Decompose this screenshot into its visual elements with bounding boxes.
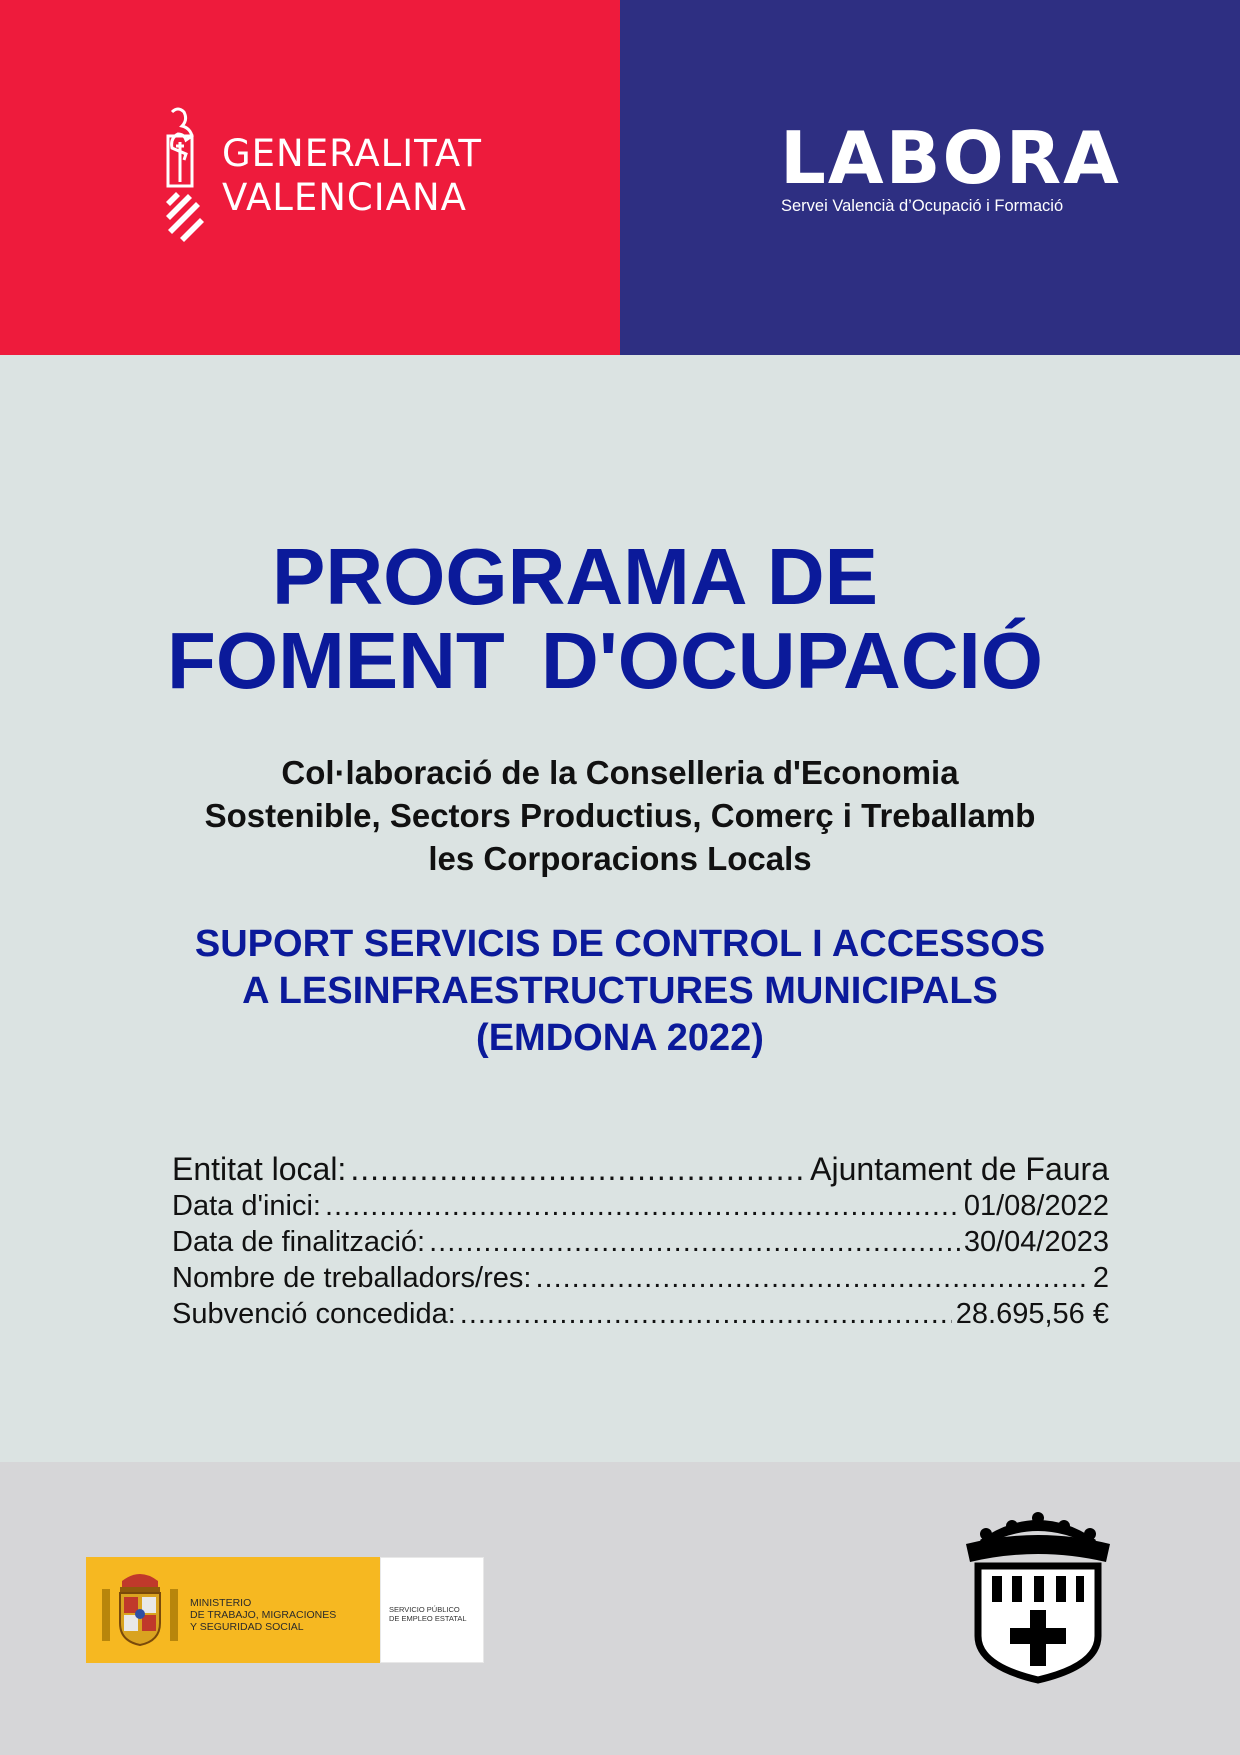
info-label: Subvenció concedida: (172, 1298, 456, 1330)
sepe-line1: SERVICIO PÚBLICO (389, 1605, 460, 1614)
dot-leader (350, 1150, 806, 1188)
ministry-line1: MINISTERIO (190, 1597, 252, 1609)
project-info-list (172, 1150, 1109, 1332)
ministry-line2: DE TRABAJO, MIGRACIONES (190, 1609, 337, 1621)
info-row-start-date (172, 1188, 1109, 1224)
info-label: Data d'inici: (172, 1190, 321, 1222)
info-value: Ajuntament de Faura (810, 1151, 1109, 1187)
dot-leader (460, 1296, 952, 1332)
labora-wordmark: LABORA (780, 116, 1121, 200)
sepe-line2: DE EMPLEO ESTATAL (389, 1614, 467, 1623)
subtitle-line2: Sostenible, Sectors Productius, Comerç i Treballamb (204, 797, 1036, 834)
subtitle-line3: les Corporacions Locals (428, 840, 812, 877)
info-row-end-date (172, 1224, 1109, 1260)
dot-leader (535, 1260, 1088, 1296)
sepe-logo (380, 1557, 484, 1663)
project-line2: A LESINFRAESTRUCTURES MUNICIPALS (242, 970, 998, 1012)
page-title (0, 532, 1240, 705)
info-row-workers (172, 1260, 1109, 1296)
generalitat-valenciana-wordmark (222, 132, 482, 220)
info-label: Data de finalització: (172, 1226, 426, 1258)
ministry-line3: Y SEGURIDAD SOCIAL (190, 1621, 304, 1633)
project-line1: SUPORT SERVICIS DE CONTROL I ACCESSOS (194, 923, 1046, 965)
ministry-logo (86, 1557, 384, 1663)
dot-leader (325, 1188, 960, 1224)
faura-coat-of-arms-icon (960, 1510, 1116, 1686)
labora-subtitle: Servei Valencià d’Ocupació i Formació (781, 197, 1064, 215)
project-line3: (EMDONA 2022) (476, 1017, 764, 1059)
info-row-grant (172, 1296, 1109, 1332)
info-value: 2 (1092, 1262, 1109, 1294)
info-label: Nombre de treballadors/res: (172, 1262, 532, 1294)
info-label: Entitat local: (172, 1151, 347, 1187)
title-line1: PROGRAMA DE (272, 532, 878, 621)
ministry-name (190, 1597, 336, 1633)
gv-line2: VALENCIANA (222, 176, 467, 219)
collaboration-text (0, 751, 1240, 880)
info-value: 30/04/2023 (963, 1226, 1109, 1258)
sepe-name (389, 1605, 467, 1623)
info-row-entity (172, 1150, 1109, 1188)
info-value: 01/08/2022 (963, 1190, 1109, 1222)
gv-line1: GENERALITAT (222, 132, 482, 175)
title-line2: FOMENT D'OCUPACIÓ (167, 616, 1043, 705)
project-title (0, 921, 1240, 1062)
spain-coat-of-arms-icon (100, 1571, 180, 1651)
dot-leader (429, 1224, 960, 1260)
info-value: 28.695,56 € (955, 1298, 1109, 1330)
subtitle-line1: Col·laboració de la Conselleria d'Economia (281, 754, 959, 791)
